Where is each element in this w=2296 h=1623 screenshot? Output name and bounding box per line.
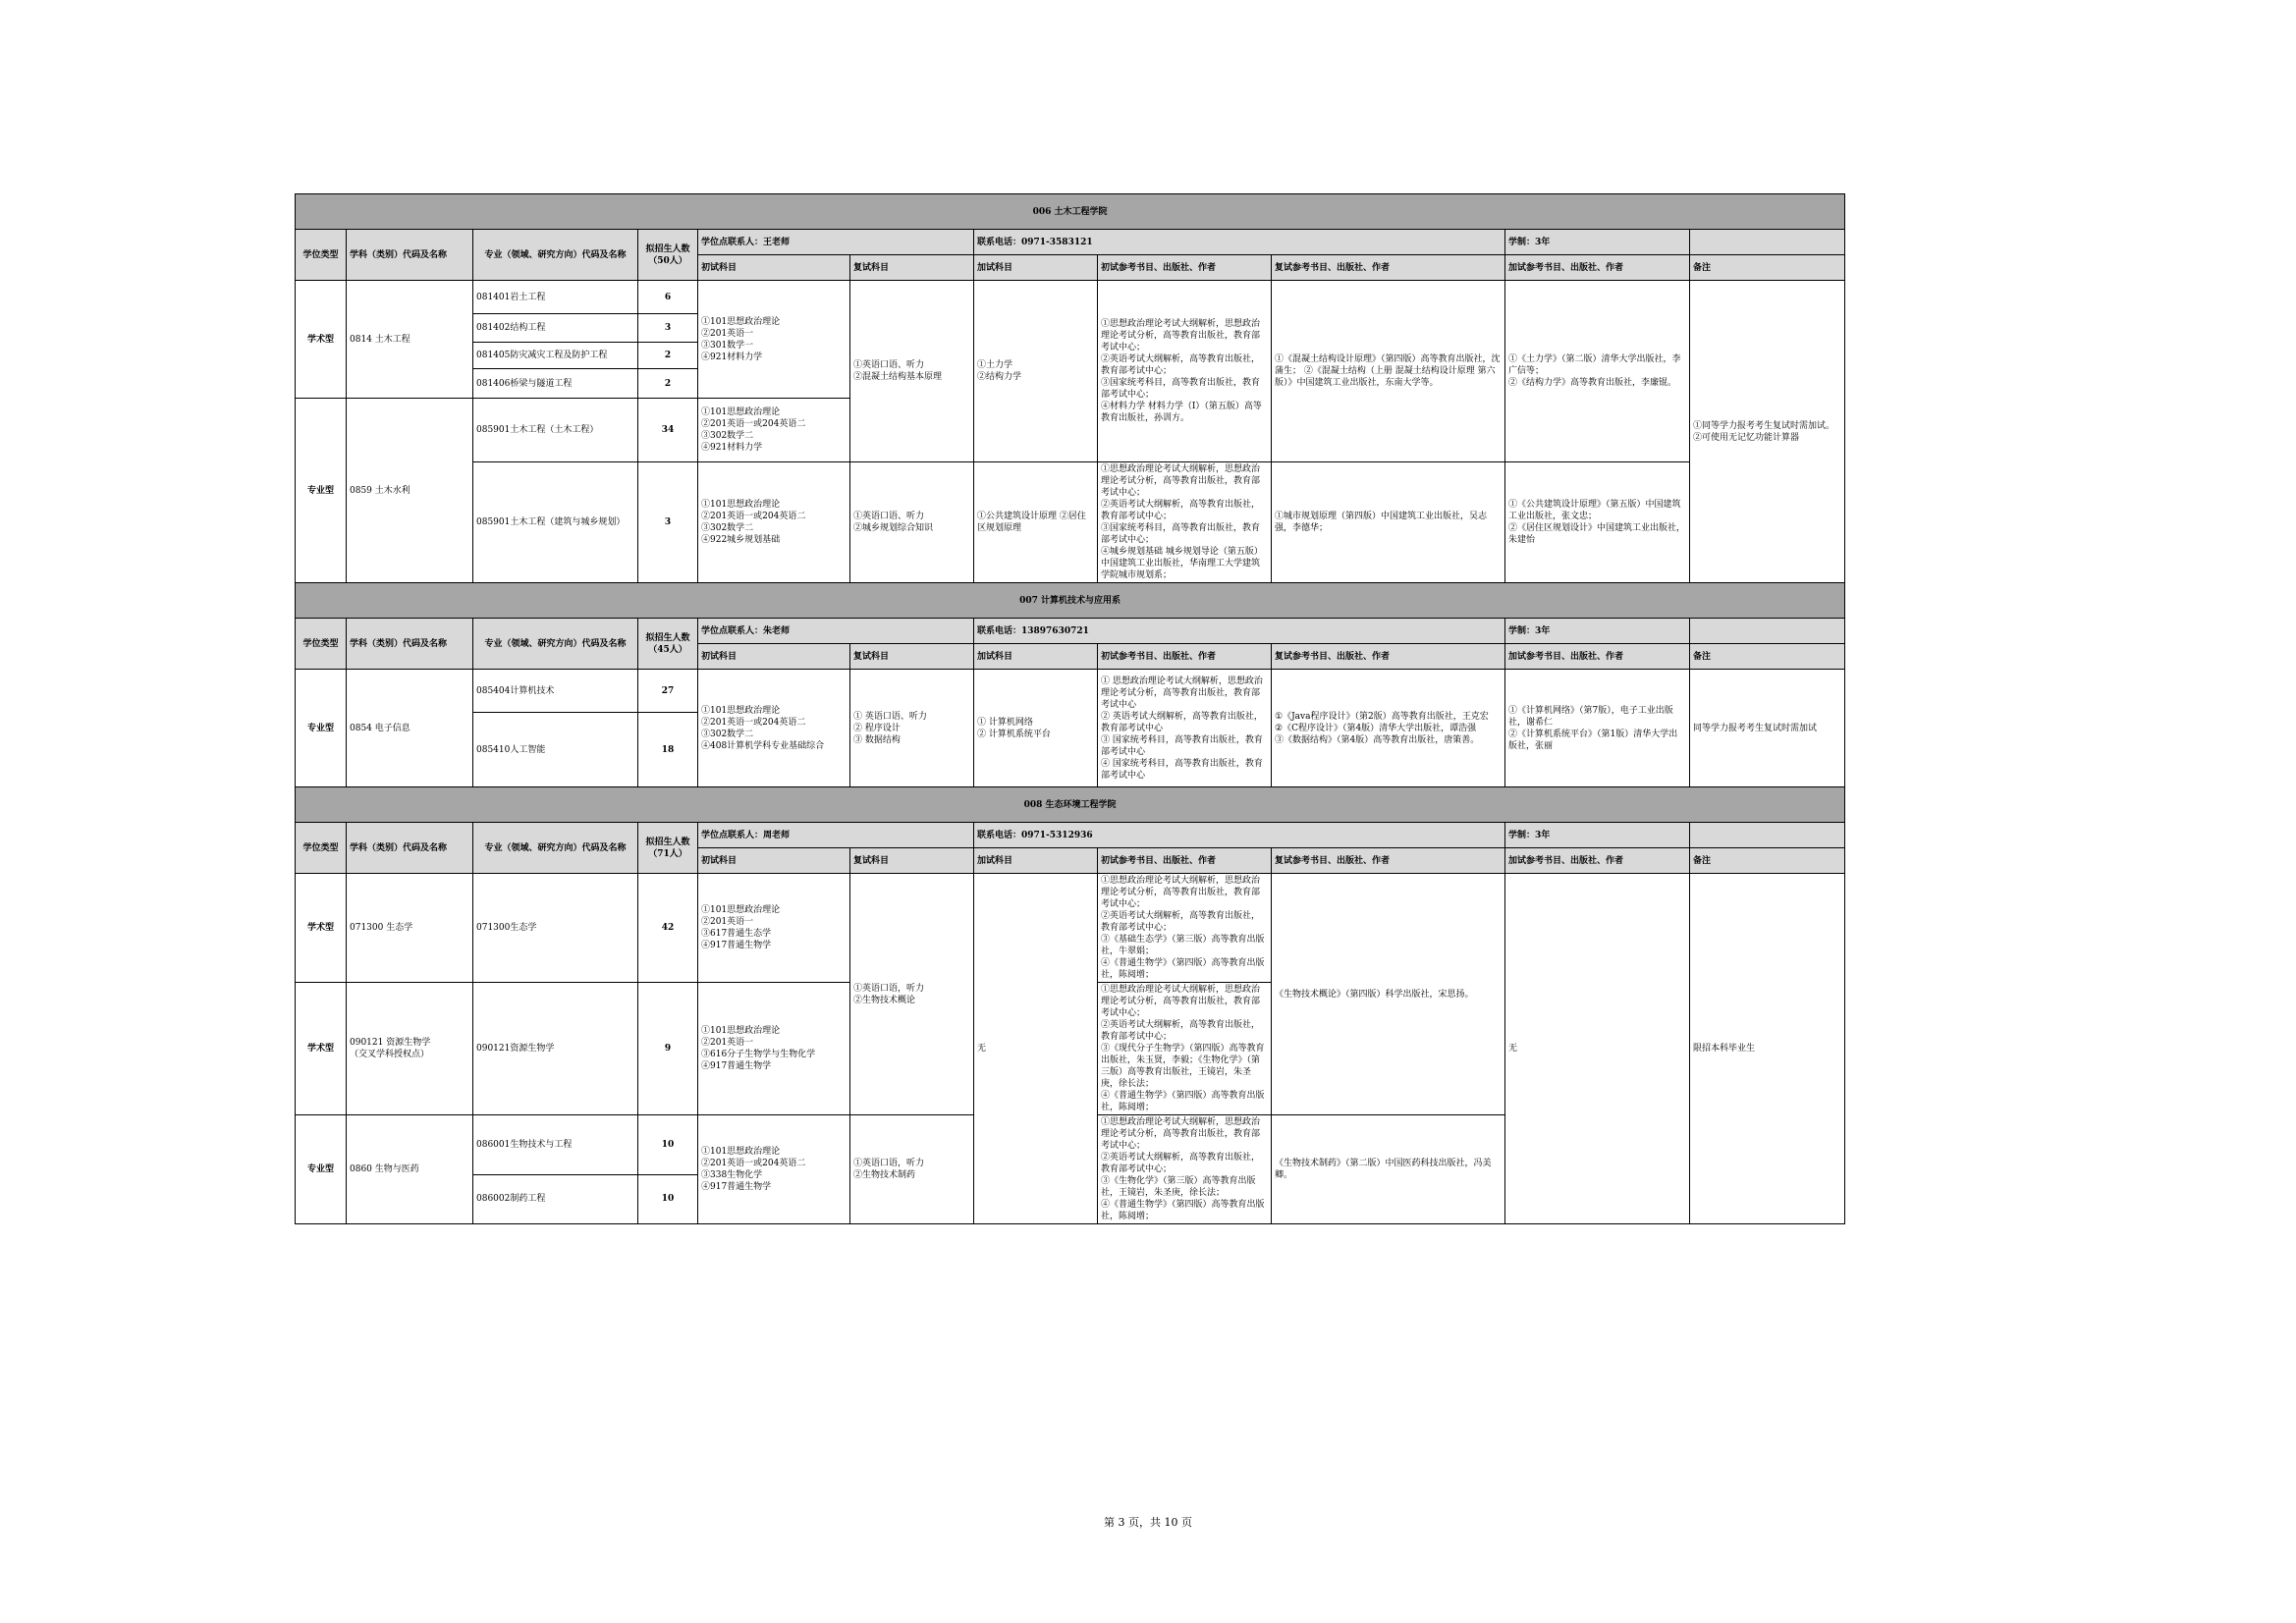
contact-person: 学位点联系人：周老师 (698, 823, 974, 848)
admissions-table (295, 193, 1845, 1224)
exam-references: ① 思想政治理论考试大纲解析，思想政治理论考试分析，高等教育出版社，教育部考试中心 ② 英语考试大纲解析，高等教育出版社，教育部考试中心 ③ 国家统考科目，高等教育出版社，教育部考试中心 ④ 国家统考科目，高等教育出版社，教育部考试中心 (1098, 670, 1272, 787)
header-retest: 复试科目 (850, 255, 974, 281)
major: 085404计算机技术 (473, 670, 638, 713)
header-exam: 初试科目 (698, 255, 850, 281)
note: ①同等学力报考考生复试时需加试。 ②可使用无记忆功能计算器 (1690, 281, 1845, 583)
exam-subjects: ①101思想政治理论 ②201英语一 ③616分子生物学与生物化学 ④917普通生物学 (698, 983, 850, 1115)
header-note: 备注 (1690, 255, 1845, 281)
header-major: 专业（领域、研究方向）代码及名称 (473, 230, 638, 281)
page-footer: 第 3 页，共 10 页 (1104, 1516, 1192, 1529)
header-extra-ref: 加试参考书目、出版社、作者 (1505, 644, 1690, 670)
header-quota: 拟招生人数 （71人） (638, 823, 698, 874)
extra-references: ①《公共建筑设计原理》（第五版）中国建筑工业出版社，张文忠； ②《居住区规划设计》中国建筑工业出版社，朱建怡 (1505, 462, 1690, 583)
header-discipline: 学科（类别）代码及名称 (347, 823, 473, 874)
header-retest: 复试科目 (850, 644, 974, 670)
header-extra-ref: 加试参考书目、出版社、作者 (1505, 255, 1690, 281)
header-discipline: 学科（类别）代码及名称 (347, 230, 473, 281)
retest-subjects: ①英语口语、听力 ②城乡规划综合知识 (850, 462, 974, 583)
major: 090121资源生物学 (473, 983, 638, 1115)
quota: 3 (638, 462, 698, 583)
quota: 9 (638, 983, 698, 1115)
header-exam: 初试科目 (698, 644, 850, 670)
section-title-007: 007 计算机技术与应用系 (296, 583, 1845, 619)
major: 085901土木工程（土木工程） (473, 399, 638, 462)
study-duration: 学制：3年 (1505, 230, 1690, 255)
extra-subjects: ①土力学 ②结构力学 (974, 281, 1098, 462)
retest-references: ①《混凝土结构设计原理》（第四版）高等教育出版社，沈蒲生； ②《混凝土结构（上册 混凝土结构设计原理 第六版）》中国建筑工业出版社，东南大学等。 (1272, 281, 1505, 462)
header-extra-ref: 加试参考书目、出版社、作者 (1505, 848, 1690, 874)
major: 081406桥梁与隧道工程 (473, 369, 638, 399)
major: 071300生态学 (473, 874, 638, 983)
header-retest: 复试科目 (850, 848, 974, 874)
header-exam-ref: 初试参考书目、出版社、作者 (1098, 644, 1272, 670)
degree-type: 专业型 (296, 1115, 347, 1224)
quota: 27 (638, 670, 698, 713)
exam-subjects: ①101思想政治理论 ②201英语一或204英语二 ③338生物化学 ④917普通生物学 (698, 1115, 850, 1224)
degree-type: 专业型 (296, 670, 347, 787)
header-exam-ref: 初试参考书目、出版社、作者 (1098, 848, 1272, 874)
major: 086002制药工程 (473, 1174, 638, 1223)
study-duration: 学制：3年 (1505, 823, 1690, 848)
header-discipline: 学科（类别）代码及名称 (347, 619, 473, 670)
degree-type: 学术型 (296, 983, 347, 1115)
exam-references: ①思想政治理论考试大纲解析，思想政治理论考试分析，高等教育出版社，教育部考试中心； ②英语考试大纲解析，高等教育出版社，教育部考试中心； ③《基础生态学》（第三版）高等教育出版社，牛翠娟； ④《普通生物学》（第四版）高等教育出版社，陈阅增； (1098, 874, 1272, 983)
retest-references: ①城市规划原理（第四版）中国建筑工业出版社，吴志强，李德华； (1272, 462, 1505, 583)
header-degree-type: 学位类型 (296, 230, 347, 281)
major: 081401岩土工程 (473, 281, 638, 314)
contact-person: 学位点联系人：朱老师 (698, 619, 974, 644)
header-retest-ref: 复试参考书目、出版社、作者 (1272, 255, 1505, 281)
header-extra: 加试科目 (974, 255, 1098, 281)
quota: 3 (638, 314, 698, 343)
header-extra: 加试科目 (974, 644, 1098, 670)
discipline: 090121 资源生物学 （交叉学科授权点） (347, 983, 473, 1115)
contact-phone: 联系电话：0971-5312936 (974, 823, 1505, 848)
extra-references: 无 (1505, 874, 1690, 1224)
extra-subjects: ①公共建筑设计原理 ②居住区规划原理 (974, 462, 1098, 583)
header-retest-ref: 复试参考书目、出版社、作者 (1272, 848, 1505, 874)
discipline: 0814 土木工程 (347, 281, 473, 399)
major: 085410人工智能 (473, 713, 638, 787)
degree-type: 学术型 (296, 281, 347, 399)
extra-references: ①《计算机网络》（第7版），电子工业出版社，谢希仁 ②《计算机系统平台》（第1版）清华大学出版社，张丽 (1505, 670, 1690, 787)
note: 同等学力报考考生复试时需加试 (1690, 670, 1845, 787)
quota: 2 (638, 343, 698, 369)
header-blank (1690, 823, 1845, 848)
major: 086001生物技术与工程 (473, 1115, 638, 1175)
retest-references: ①《Java程序设计》（第2版）高等教育出版社，王克宏 ②《C程序设计》（第4版）清华大学出版社，谭浩强 ③《数据结构》（第4版）高等教育出版社，唐策善。 (1272, 670, 1505, 787)
contact-phone: 联系电话：13897630721 (974, 619, 1505, 644)
header-quota: 拟招生人数 （45人） (638, 619, 698, 670)
discipline: 0859 土木水利 (347, 399, 473, 583)
retest-references: 《生物技术制药》（第二版）中国医药科技出版社，冯美卿。 (1272, 1115, 1505, 1224)
header-note: 备注 (1690, 848, 1845, 874)
header-note: 备注 (1690, 644, 1845, 670)
major: 081402结构工程 (473, 314, 638, 343)
quota: 2 (638, 369, 698, 399)
exam-subjects: ①101思想政治理论 ②201英语一 ③617普通生态学 ④917普通生物学 (698, 874, 850, 983)
degree-type: 学术型 (296, 874, 347, 983)
exam-references: ①思想政治理论考试大纲解析，思想政治理论考试分析，高等教育出版社，教育部考试中心； ②英语考试大纲解析，高等教育出版社，教育部考试中心； ③《现代分子生物学》（第四版）高等教育出版社，朱玉贤，李毅；《生物化学》（第三版）高等教育出版社，王镜岩，朱圣庚，徐长法； ④《普通生物学》（第四版）高等教育出版社，陈阅增； (1098, 983, 1272, 1115)
major: 085901土木工程（建筑与城乡规划） (473, 462, 638, 583)
quota: 42 (638, 874, 698, 983)
retest-subjects: ①英语口语，听力 ②生物技术概论 (850, 874, 974, 1115)
retest-subjects: ①英语口语、听力 ②混凝土结构基本原理 (850, 281, 974, 462)
extra-subjects: ① 计算机网络 ② 计算机系统平台 (974, 670, 1098, 787)
quota: 10 (638, 1174, 698, 1223)
discipline: 0854 电子信息 (347, 670, 473, 787)
contact-person: 学位点联系人：王老师 (698, 230, 974, 255)
header-major: 专业（领域、研究方向）代码及名称 (473, 823, 638, 874)
exam-subjects: ①101思想政治理论 ②201英语一或204英语二 ③302数学二 ④408计算机学科专业基础综合 (698, 670, 850, 787)
quota: 34 (638, 399, 698, 462)
header-blank (1690, 230, 1845, 255)
exam-references: ①思想政治理论考试大纲解析，思想政治理论考试分析，高等教育出版社，教育部考试中心； ②英语考试大纲解析，高等教育出版社，教育部考试中心； ③《生物化学》（第三版）高等教育出版社，王镜岩，朱圣庚，徐长法； ④《普通生物学》（第四版）高等教育出版社，陈阅增； (1098, 1115, 1272, 1224)
header-exam: 初试科目 (698, 848, 850, 874)
retest-subjects: ①英语口语，听力 ②生物技术制药 (850, 1115, 974, 1224)
exam-references: ①思想政治理论考试大纲解析，思想政治理论考试分析，高等教育出版社，教育部考试中心； ②英语考试大纲解析，高等教育出版社，教育部考试中心； ③国家统考科目，高等教育出版社，教育部考试中心； ④城乡规划基础 城乡规划导论（第五版） 中国建筑工业出版社，华南理工大学建筑学院城市规划系； (1098, 462, 1272, 583)
study-duration: 学制：3年 (1505, 619, 1690, 644)
exam-subjects: ①101思想政治理论 ②201英语一或204英语二 ③302数学二 ④922城乡规划基础 (698, 462, 850, 583)
extra-references: ①《土力学》（第二版）清华大学出版社，李广信等； ②《结构力学》高等教育出版社，李廉锟。 (1505, 281, 1690, 462)
discipline: 0860 生物与医药 (347, 1115, 473, 1224)
header-blank (1690, 619, 1845, 644)
admissions-sheet (295, 193, 1844, 1224)
major: 081405防灾减灾工程及防护工程 (473, 343, 638, 369)
quota: 18 (638, 713, 698, 787)
discipline: 071300 生态学 (347, 874, 473, 983)
extra-subjects: 无 (974, 874, 1098, 1224)
quota: 10 (638, 1115, 698, 1175)
section-title-008: 008 生态环境工程学院 (296, 787, 1845, 823)
header-degree-type: 学位类型 (296, 619, 347, 670)
contact-phone: 联系电话：0971-3583121 (974, 230, 1505, 255)
degree-type: 专业型 (296, 399, 347, 583)
exam-subjects: ①101思想政治理论 ②201英语一或204英语二 ③302数学二 ④921材料力学 (698, 399, 850, 462)
header-quota: 拟招生人数 （50人） (638, 230, 698, 281)
retest-subjects: ① 英语口语、听力 ② 程序设计 ③ 数据结构 (850, 670, 974, 787)
header-major: 专业（领域、研究方向）代码及名称 (473, 619, 638, 670)
note: 限招本科毕业生 (1690, 874, 1845, 1224)
quota: 6 (638, 281, 698, 314)
exam-references: ①思想政治理论考试大纲解析，思想政治理论考试分析，高等教育出版社，教育部考试中心； ②英语考试大纲解析，高等教育出版社，教育部考试中心； ③国家统考科目，高等教育出版社，教育部考试中心； ④材料力学 材料力学（Ⅰ）（第五版）高等教育出版社，孙训方。 (1098, 281, 1272, 462)
retest-references: 《生物技术概论》（第四版）科学出版社，宋思扬。 (1272, 874, 1505, 1115)
header-degree-type: 学位类型 (296, 823, 347, 874)
exam-subjects: ①101思想政治理论 ②201英语一 ③301数学一 ④921材料力学 (698, 281, 850, 399)
section-title-006: 006 土木工程学院 (296, 194, 1845, 230)
header-exam-ref: 初试参考书目、出版社、作者 (1098, 255, 1272, 281)
header-retest-ref: 复试参考书目、出版社、作者 (1272, 644, 1505, 670)
header-extra: 加试科目 (974, 848, 1098, 874)
